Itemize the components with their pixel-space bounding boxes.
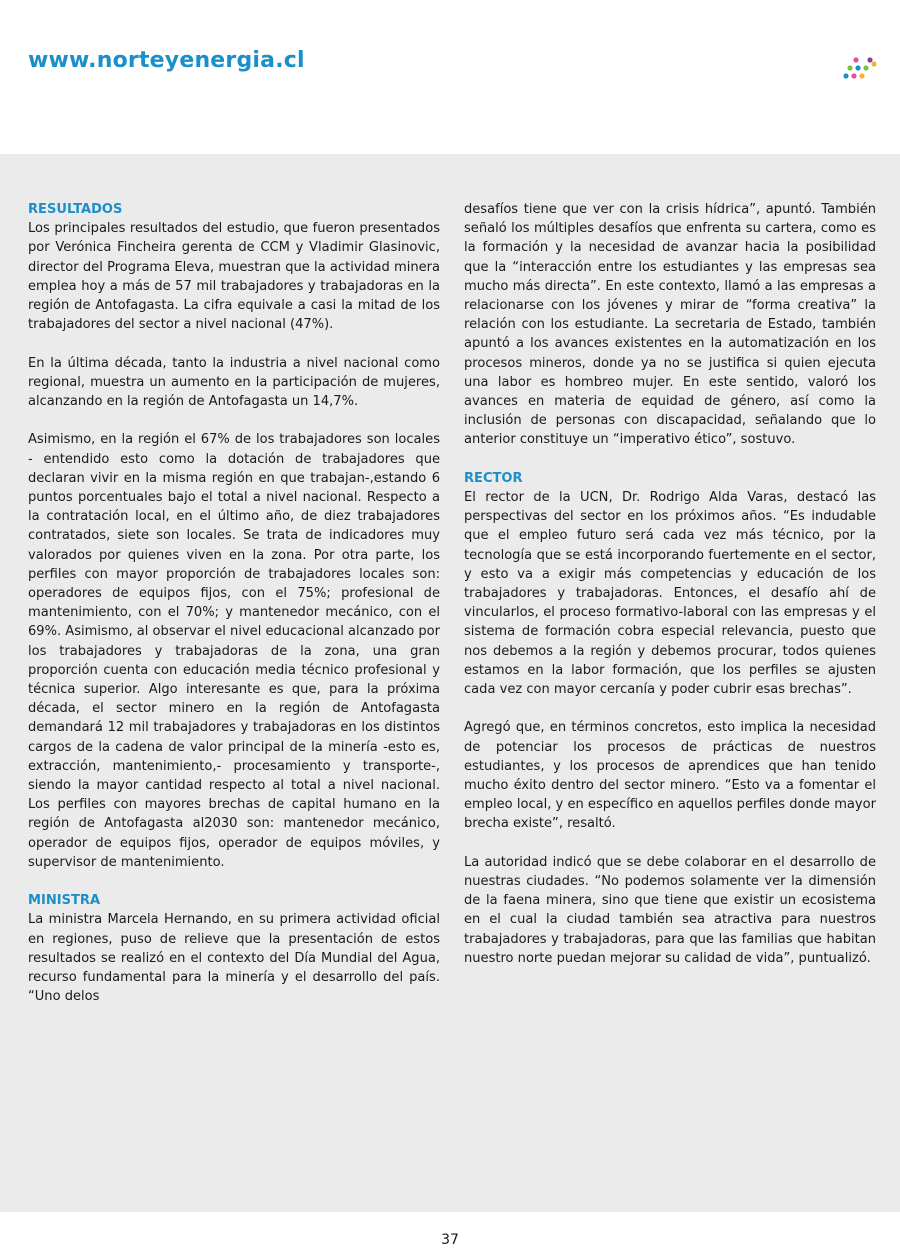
logo-dot — [855, 65, 860, 70]
article-paragraph: Los principales resultados del estudio, que fueron presentados por Verónica Fincheira gerenta de CCM y Vladimir Glasinovic, director del Programa Eleva, muestran que la actividad minera emplea hoy a más de 57 mil trabajadores y trabajadoras en la región de Antofagasta. La cifra equivale a casi la mitad de los trabajadores del sector a nivel nacional (47%). — [28, 221, 440, 333]
logo-dot — [851, 73, 856, 78]
logo-dot — [853, 57, 858, 62]
article-left-column — [28, 200, 440, 1006]
article-paragraph: desafíos tiene que ver con la crisis hídrica”, apuntó. También señaló los múltiples desafíos que enfrenta su cartera, como es la formación y la necesidad de avanzar hacia la posibilidad que la “interacción entre los estudiantes y las empresas sea mucho más directa”. En este contexto, llamó a las empresas a relacionarse con los jóvenes y mirar de “forma creativa” la relación con los estudiante. La secretaria de Estado, también apuntó a los avances existentes en la automatización en los procesos mineros, donde ya no se justifica si quien ejecuta una labor es hombreo mujer. En este sentido, valoró los avances en materia de equidad de género, así como la inclusión de personas con discapacidad, señalando que lo anterior constituye un “imperativo ético”, sostuvo. — [464, 202, 876, 448]
section-heading-rector: RECTOR — [464, 470, 523, 486]
article-paragraph: Agregó que, en términos concretos, esto implica la necesidad de potenciar los procesos de prácticas de nuestros estudiantes, y los procesos de aprendices que han tenido mucho éxito dentro del sector minero. “Esto va a fomentar el empleo local, y en específico en aquellos perfiles donde mayor brecha existe”, resaltó. — [464, 720, 876, 832]
article-paragraph: En la última década, tanto la industria a nivel nacional como regional, muestra un aumento en la participación de mujeres, alcanzando en la región de Antofagasta un 14,7%. — [28, 355, 440, 410]
logo-dot — [867, 57, 872, 62]
brand-logo-dots — [840, 54, 880, 84]
logo-dot — [871, 61, 876, 66]
article-paragraph: La autoridad indicó que se debe colaborar en el desarrollo de nuestras ciudades. “No podemos solamente ver la dimensión de la faena minera, sino que tiene que existir un ecosistema en el cual la ciudad también sea atractiva para nuestros trabajadores y trabajadoras, para que las familias que habitan nuestro norte puedan mejorar su calidad de vida”, puntualizó. — [464, 854, 876, 966]
logo-dot — [859, 73, 864, 78]
logo-dot — [843, 73, 848, 78]
page-header — [0, 0, 900, 154]
article-paragraph: Asimismo, en la región el 67% de los trabajadores son locales - entendido esto como la dotación de trabajadores que declaran vivir en la misma región en que trabajan-,estando 6 puntos porcentuales bajo el total a nivel nacional. Respecto a la contratación local, en el último año, de diez trabajadores contratados, siete son locales. Se trata de indicadores muy valorados por quienes viven en la zona. Por otra parte, los perfiles con mayor proporción de trabajadores locales son: operadores de equipos fijos, con el 75%; profesional de mantenimiento, con el 70%; y mantenedor mecánico, con el 69%. Asimismo, al observar el nivel educacional alcanzado por los trabajadores y trabajadoras de la zona, una gran proporción cuenta con educación media técnico profesional y técnica superior. Algo interesante es que, para la próxima década, el sector minero en la región de Antofagasta demandará 12 mil trabajadores y trabajadoras en los distintos cargos de la cadena de valor principal de la minería -esto es, extracción, mantenimiento,- procesamiento y transporte-, siendo la mayor cantidad respecto al total a nivel nacional. Los perfiles con mayores brechas de capital humano en la región de Antofagasta al2030 son: mantenedor mecánico, operador de equipos fijos, operador de equipos móviles, y supervisor de mantenimiento. — [28, 432, 440, 870]
logo-dot — [847, 65, 852, 70]
article-right-column — [464, 200, 876, 968]
site-url-link[interactable]: www.norteyenergia.cl — [28, 48, 305, 73]
section-heading-resultados: RESULTADOS — [28, 202, 123, 217]
section-heading-ministra: MINISTRA — [28, 893, 101, 909]
page-number: 37 — [441, 1232, 459, 1248]
article-paragraph: El rector de la UCN, Dr. Rodrigo Alda Varas, destacó las perspectivas del sector en los próximos años. “Es indudable que el empleo futuro será cada vez más técnico, por la tecnología que se está incorporando fuertemente en el sector, y esto va a exigir más competencias y educación de los trabajadores y trabajadoras. Entonces, el desafío ahí de vincularlos, el proceso formativo-laboral con las empresas y el sistema de formación cobra especial relevancia, puesto que nos debemos a la región y debemos procurar, todos quienes estamos en la labor formación, que los perfiles se ajusten cada vez con mayor cercanía y poder cubrir esas brechas”. — [464, 490, 876, 698]
logo-dot — [863, 65, 868, 70]
article-paragraph: La ministra Marcela Hernando, en su primera actividad oficial en regiones, puso de relieve que la presentación de estos resultados se realizó en el contexto del Día Mundial del Agua, recurso fundamental para la minería y el desarrollo del país. “Uno delos — [28, 912, 440, 1005]
